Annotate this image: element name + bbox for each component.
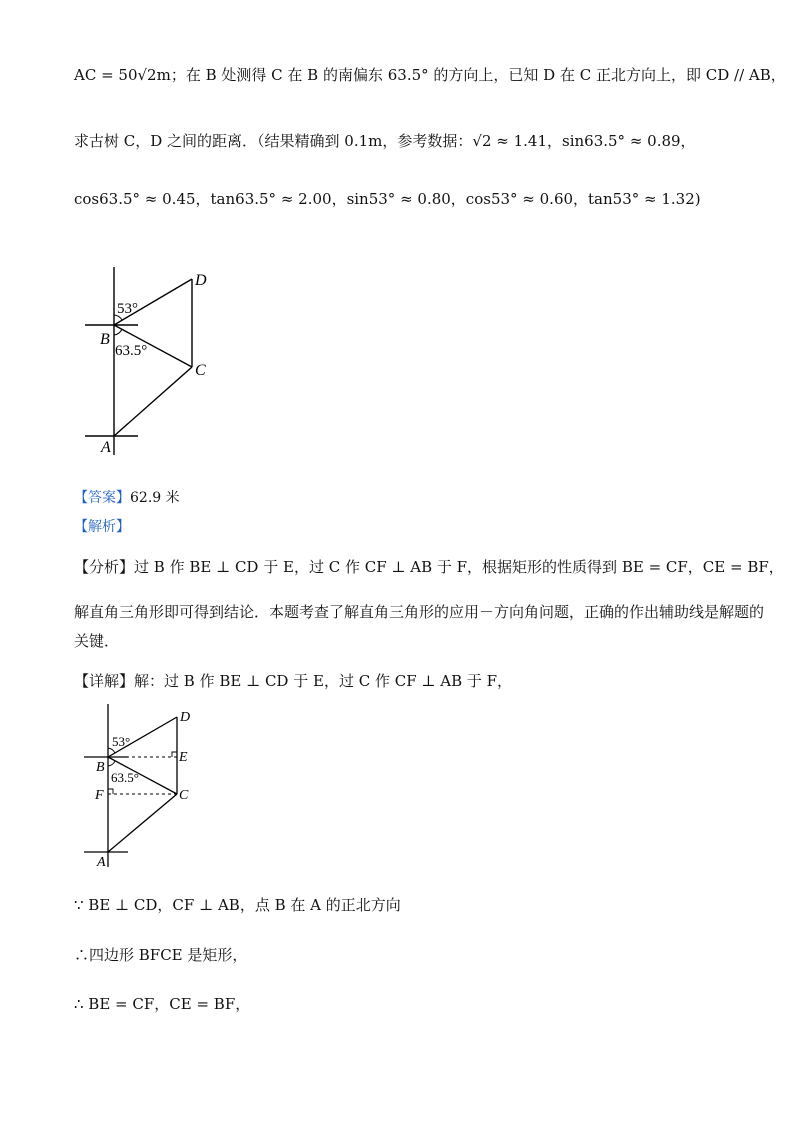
problem-line-2: 求古树 C，D 之间的距离．（结果精确到 0.1m，参考数据：√2 ≈ 1.41，sin63.5° ≈ 0.89，	[74, 132, 696, 150]
detail-line	[74, 670, 740, 691]
analysis-line-1	[74, 556, 784, 577]
analysis-line-3: 关键．	[74, 632, 120, 650]
problem-line-3: cos63.5° ≈ 0.45，tan63.5° ≈ 2.00，sin53° ≈ 0.80，cos53° ≈ 0.60，tan53° ≈ 1.32)	[74, 190, 701, 208]
point-label-a: A	[101, 439, 111, 456]
figure-1-diagram	[80, 262, 240, 462]
point-label-c: C	[195, 362, 206, 379]
problem-line-1: AC = 50√2m；在 B 处测得 C 在 B 的南偏东 63.5° 的方向上，已知 D 在 C 正北方向上，即 CD // AB，	[74, 66, 786, 84]
analysis-text-1: 过 B 作 BE ⊥ CD 于 E，过 C 作 CF ⊥ AB 于 F，根据矩形的性质得到 BE = CF，CE = BF，	[134, 558, 784, 576]
step-3: ∴ BE = CF，CE = BF，	[74, 995, 251, 1013]
angle-label-63-5-fig2: 63.5°	[111, 770, 139, 785]
answer-tag: 【答案】	[74, 490, 130, 506]
step-2: ∴四边形 BFCE 是矩形，	[74, 946, 248, 964]
detail-text: 解：过 B 作 BE ⊥ CD 于 E，过 C 作 CF ⊥ AB 于 F，	[134, 672, 513, 690]
answer-line	[74, 487, 740, 507]
point-label-c-fig2: C	[179, 788, 189, 803]
analysis-header: 【解析】	[74, 519, 130, 535]
answer-value: 62.9 米	[130, 490, 180, 506]
angle-label-63-5: 63.5°	[115, 343, 148, 359]
figure-2-diagram	[80, 702, 220, 872]
angle-label-53-fig2: 53°	[112, 734, 131, 749]
point-label-d-fig2: D	[180, 710, 191, 725]
point-label-f-fig2: F	[95, 788, 104, 803]
point-label-b-fig2: B	[96, 760, 105, 775]
detail-tag: 【详解】	[74, 672, 135, 690]
analysis-line-2: 解直角三角形即可得到结论．本题考查了解直角三角形的应用－方向角问题，正确的作出辅助线是解题的	[74, 603, 765, 621]
angle-label-53: 53°	[117, 301, 138, 317]
point-label-e-fig2: E	[179, 750, 188, 765]
point-label-a-fig2: A	[97, 855, 106, 870]
point-label-d: D	[195, 272, 207, 289]
analysis-tag: 【分析】	[74, 558, 135, 576]
step-1: ∵ BE ⊥ CD，CF ⊥ AB，点 B 在 A 的正北方向	[74, 896, 401, 914]
point-label-b: B	[100, 331, 110, 348]
